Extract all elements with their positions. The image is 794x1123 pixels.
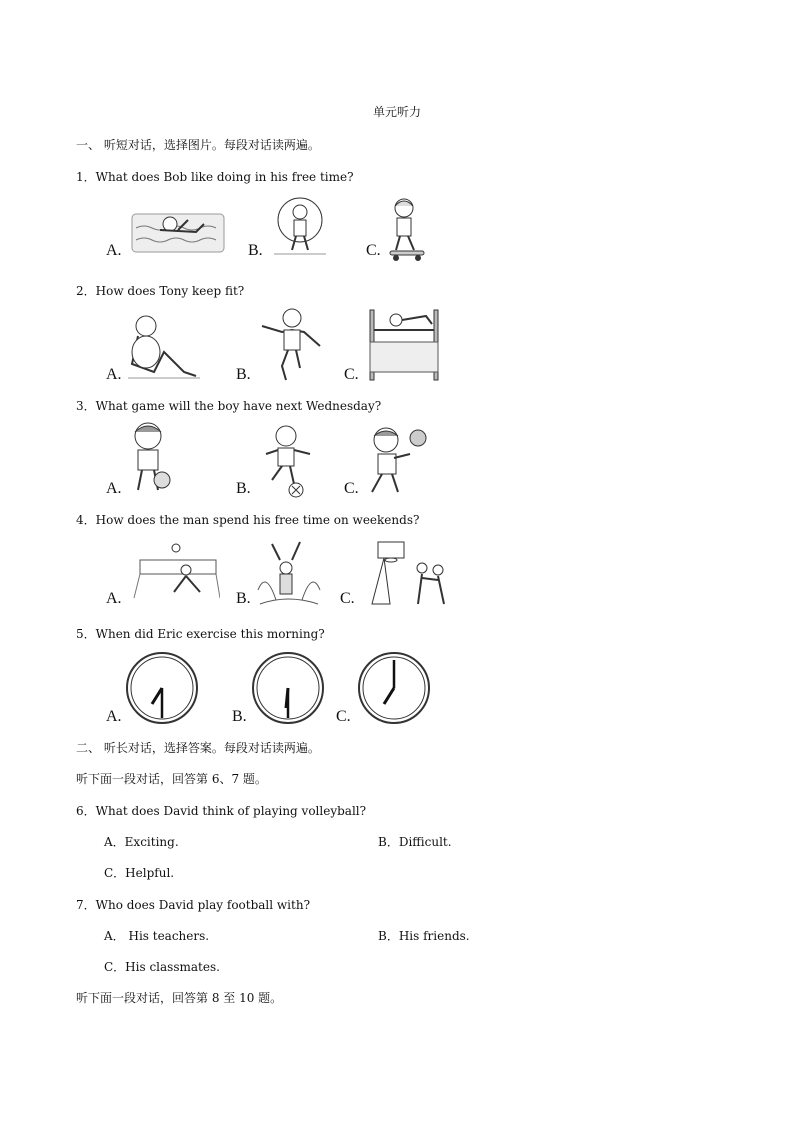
badminton-picture[interactable] <box>130 540 220 602</box>
volleyball-boy-picture[interactable] <box>364 424 428 498</box>
question-2: 2．How does Tony keep fit? <box>76 284 245 298</box>
question-5: 5．When did Eric exercise this morning? <box>76 627 325 641</box>
q1-option-a-label: A. <box>106 242 122 259</box>
rope-skipping-picture[interactable] <box>270 196 330 260</box>
q2-option-b-label: B. <box>236 366 251 383</box>
question-7: 7．Who does David play football with? <box>76 898 311 912</box>
q6-option-a[interactable]: A．Exciting. <box>104 835 179 849</box>
high-jump-picture[interactable] <box>366 306 444 382</box>
question-6: 6．What does David think of playing volleyball? <box>76 804 367 818</box>
q4-option-c-label: C. <box>340 590 355 607</box>
q7-option-c[interactable]: C．His classmates. <box>104 960 220 974</box>
page-title: 单元听力 <box>372 105 421 119</box>
q3-option-c-label: C. <box>344 480 359 497</box>
q1-option-c-label: C. <box>366 242 381 259</box>
dialogue-intro-8-10: 听下面一段对话，回答第 8 至 10 题。 <box>76 991 283 1005</box>
section-two-heading: 二、 听长对话，选择答案。每段对话读两遍。 <box>76 741 320 755</box>
section-one-heading: 一、 听短对话，选择图片。每段对话读两遍。 <box>76 138 320 152</box>
q1-option-b-label: B. <box>248 242 263 259</box>
q3-option-b-label: B. <box>236 480 251 497</box>
question-1: 1．What does Bob like doing in his free time? <box>76 170 354 184</box>
question-4: 4．How does the man spend his free time on weekends? <box>76 513 420 527</box>
swimmer-waves-picture[interactable] <box>256 540 322 608</box>
q4-option-b-label: B. <box>236 590 251 607</box>
skateboarding-picture[interactable] <box>384 196 428 262</box>
question-3: 3．What game will the boy have next Wednesday? <box>76 399 382 413</box>
clock-b-picture[interactable] <box>252 652 324 724</box>
swimming-picture[interactable] <box>130 208 226 254</box>
q2-option-a-label: A. <box>106 366 122 383</box>
q5-option-a-label: A. <box>106 708 122 725</box>
q7-option-a[interactable]: A． His teachers. <box>104 929 210 943</box>
q5-option-b-label: B. <box>232 708 247 725</box>
q2-option-c-label: C. <box>344 366 359 383</box>
q3-option-a-label: A. <box>106 480 122 497</box>
basketball-hoop-picture[interactable] <box>364 538 454 608</box>
q4-option-a-label: A. <box>106 590 122 607</box>
q6-option-c[interactable]: C．Helpful. <box>104 866 175 880</box>
football-boy-picture[interactable] <box>258 424 316 498</box>
q6-option-b[interactable]: B．Difficult. <box>378 835 452 849</box>
q5-option-c-label: C. <box>336 708 351 725</box>
sit-ups-picture[interactable] <box>124 312 202 382</box>
clock-c-picture[interactable] <box>358 652 430 724</box>
running-boy-picture[interactable] <box>258 306 324 384</box>
q7-option-b[interactable]: B．His friends. <box>378 929 470 943</box>
basketball-boy-picture[interactable] <box>124 420 174 496</box>
dialogue-intro-6-7: 听下面一段对话，回答第 6、7 题。 <box>76 772 267 786</box>
clock-a-picture[interactable] <box>126 652 198 724</box>
